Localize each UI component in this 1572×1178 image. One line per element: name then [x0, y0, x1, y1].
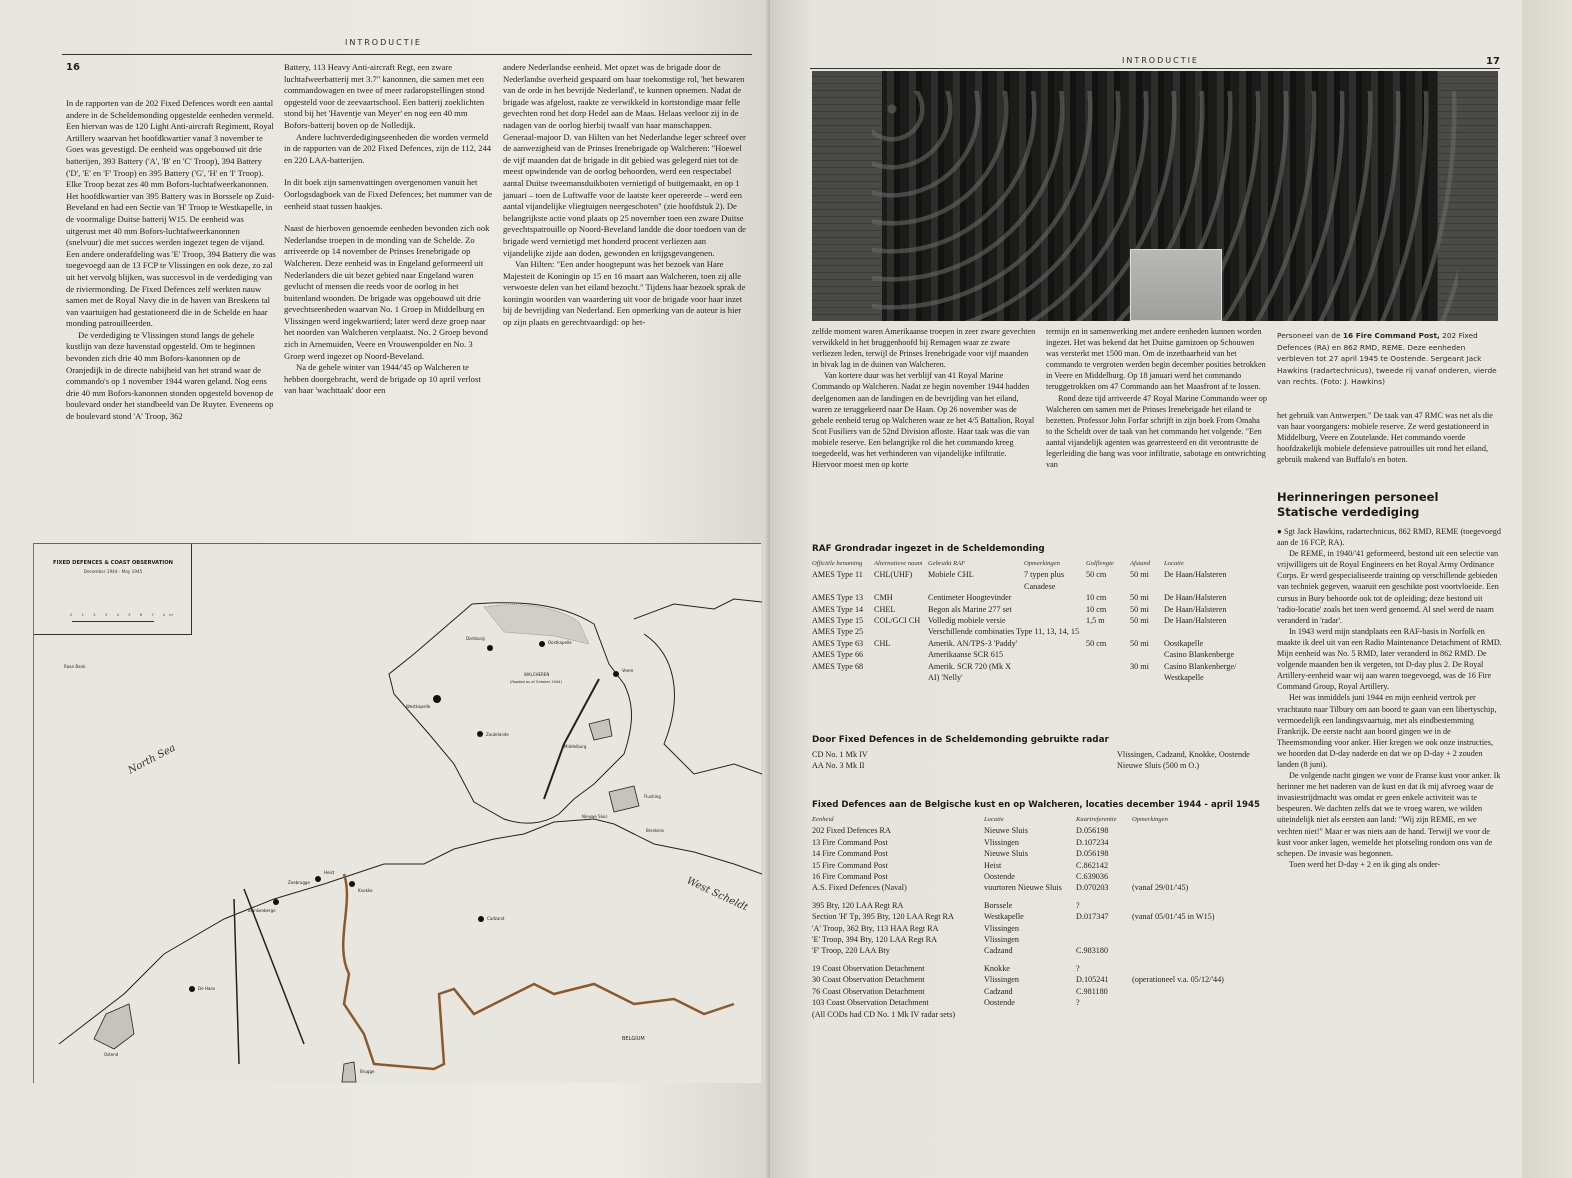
- town-marker-blankenberge: [273, 899, 279, 905]
- table-cell: [1024, 661, 1082, 684]
- table-cell: C.981180: [1076, 986, 1108, 996]
- map-label-walcheren-note: (flooded as of October 1944): [510, 680, 562, 684]
- table-cell: Mobiele CHL: [928, 570, 974, 580]
- table-cell: Nieuwe Sluis: [984, 849, 1028, 859]
- map-label-cadzand: Cadzand: [487, 916, 505, 921]
- table-cell: 16 Fire Command Post: [812, 872, 888, 882]
- map-label-zeebrugge: Zeebrugge: [288, 880, 310, 885]
- memoir-paragraph: In 1943 werd mijn standplaats een RAF-basis in Norfolk en maakte ik deel uit van een Radio Maintenance Detachment of RMD. Mijn eenheid was No. 5 RMD, later veranderd in 862 RMD. De volgende maanden ben ik vergeten, tot D-day plus 2. De Royal Artillery-eenheid waar wij aan waren toegevoegd, was de 16 Fire Command Group, Royal Artillery.: [1277, 626, 1502, 692]
- table-cell: D.107234: [1076, 837, 1109, 847]
- map-label-raan-bank: Raan Bank: [64, 664, 86, 669]
- location-row: [812, 923, 1267, 934]
- table-cell: [1024, 615, 1082, 626]
- table-cell: Casino Blankenberge: [1164, 650, 1235, 660]
- table-cell: [874, 661, 924, 684]
- town-marker-de-haan: [189, 986, 195, 992]
- town-marker-domburg: [487, 645, 493, 651]
- table-cell: [1024, 638, 1082, 649]
- table-cell: Borssele: [984, 900, 1013, 910]
- map-label-blankenberge: Blankenberge: [248, 908, 276, 913]
- table-cell: CHL: [874, 638, 891, 648]
- table-cell: [1132, 934, 1267, 945]
- table-cell: [1076, 934, 1128, 945]
- table-cell: AMES Type 66: [812, 650, 864, 660]
- table-cell: 7 typen plus Canadese: [1024, 570, 1065, 591]
- location-row: [812, 945, 1267, 956]
- table-cell: AMES Type 25: [812, 627, 864, 637]
- table-cell: Heist: [984, 860, 1002, 870]
- table-cell: AMES Type 63: [812, 638, 864, 648]
- photo-plaque: [1130, 249, 1222, 321]
- belgian-dutch-border: [343, 874, 734, 1069]
- table-cell: Cadzand: [984, 986, 1013, 996]
- table-cell: 30 Coast Observation Detachment: [812, 975, 925, 985]
- right-column-3-intro: [1277, 410, 1502, 465]
- beveland-coast: [634, 599, 762, 619]
- table-cell: Oostende: [984, 872, 1015, 882]
- page-edge: [1522, 0, 1572, 1178]
- fd-radar-title: Door Fixed Defences in de Scheldemonding gebruikte radar: [812, 735, 1109, 745]
- table-cell: Vlissingen: [984, 923, 1020, 933]
- town-marker-heist: [315, 876, 321, 882]
- radar-table: [812, 558, 1267, 683]
- map-label-north-sea: North Sea: [126, 742, 178, 777]
- table-cell: Eenheid: [812, 816, 834, 823]
- locations-table: [812, 814, 1267, 1020]
- location-row: [812, 848, 1267, 859]
- table-cell: C.639036: [1076, 872, 1109, 882]
- bullet-icon: ●: [1277, 527, 1284, 536]
- table-cell: [1076, 923, 1128, 934]
- table-cell: D.017347: [1076, 912, 1109, 922]
- table-cell: [1024, 649, 1082, 660]
- table-cell: Vlissingen, Cadzand, Knokke, Oostende: [1117, 750, 1250, 759]
- table-cell: [1132, 923, 1267, 934]
- map-label-oostkapelle: Oostkapelle: [548, 640, 572, 645]
- table-cell: 10 cm: [1086, 604, 1107, 614]
- table-cell: C.862142: [1076, 860, 1109, 870]
- caption-text-bold: 16 Fire Command Post,: [1342, 331, 1440, 340]
- table-cell: [1132, 848, 1267, 859]
- table-header-row: [812, 558, 1267, 569]
- bruges-canal: [234, 899, 239, 1064]
- table-cell: [1086, 649, 1126, 660]
- table-cell: Officiële benaming: [812, 560, 863, 567]
- table-cell: 50 mi: [1130, 638, 1149, 648]
- table-cell: Kaartreferentie: [1076, 816, 1117, 823]
- table-cell: AA No. 3 Mk II: [812, 761, 865, 771]
- table-cell: Begon als Marine 277 set: [928, 604, 1012, 614]
- table-cell: [1132, 986, 1267, 997]
- map-label-breskens: Breskens: [646, 828, 665, 833]
- table-cell: 50 mi: [1130, 570, 1149, 580]
- table-cell: 50 cm: [1086, 638, 1107, 648]
- table-cell: Amerikaanse SCR 615: [928, 650, 1004, 660]
- map-label-middelburg: Middelburg: [564, 744, 587, 749]
- map-subtitle: December 1944 - May 1945: [83, 569, 143, 574]
- paragraph: Naast de hierboven genoemde eenheden bevonden zich ook Nederlandse troepen in de monding van de Schelde. Zo arriveerde op 14 november de Prinses Irenebrigade op Walcheren. Deze eenheid was in Engeland geformeerd uit Nederlanders die uit bezet gebied naar Engeland waren gevlucht of mensen die reeds voor de oorlog in het buitenland woonden. De brigade was opgebouwd uit drie gevechtseenheden waarvan No. 1 Groep in Middelburg en Vlissingen werd ingekwartierd; later werd deze groep naar het noorden van Walcheren verplaatst. No. 2 Groep bevond zich in Arnemuiden, Veere en Vrouwenpolder en No. 3 Groep werd ingezet op Noord-Beveland.: [284, 223, 490, 361]
- table-cell: De Haan/Halsteren: [1164, 593, 1227, 603]
- table-cell: 19 Coast Observation Detachment: [812, 963, 925, 973]
- table-cell: De Haan/Halsteren: [1164, 570, 1227, 580]
- map-legend-box: [34, 544, 192, 635]
- memoir-heading: [1277, 490, 1438, 520]
- memoir-text: [1277, 526, 1502, 870]
- location-row: [812, 825, 1267, 836]
- flanders-coastline: [59, 819, 762, 1044]
- table-cell: vuurtoren Nieuwe Sluis: [984, 883, 1062, 893]
- table-cell: 395 Bty, 120 LAA Regt RA: [812, 900, 904, 910]
- table-cell: Volledig mobiele versie: [928, 616, 1006, 626]
- walcheren-canal: [544, 679, 599, 799]
- locations-footnote: (All CODs had CD No. 1 Mk IV radar sets): [812, 1009, 956, 1019]
- locations-table-title: Fixed Defences aan de Belgische kust en op Walcheren, locaties december 1944 - april 1945: [812, 800, 1260, 810]
- table-cell: [1024, 592, 1082, 603]
- table-cell: [1086, 661, 1126, 684]
- map-label-de-haan: De Haan: [198, 986, 216, 991]
- town-marker-westkapelle: [433, 695, 441, 703]
- dunes-hatch: [484, 605, 589, 644]
- map-label-zoutelande: Zoutelande: [486, 732, 509, 737]
- table-cell: A.S. Fixed Defences (Naval): [812, 883, 907, 893]
- table-cell: Casino Blankenberge/ Westkapelle: [1164, 661, 1237, 683]
- town-marker-veere: [613, 671, 619, 677]
- fd-radar-table: [812, 749, 1267, 772]
- table-cell: 50 cm: [1086, 570, 1107, 580]
- paragraph: Andere luchtverdedigingseenheden die worden vermeld in de rapporten van de 202 Fixed Defences, zijn de 112, 244 en 220 LAA-batterijen.: [284, 131, 492, 165]
- right-column-1: [812, 326, 1036, 470]
- map-label-veere: Veere: [622, 668, 634, 673]
- table-cell: Centimeter Hoogtevinder: [928, 593, 1012, 603]
- paragraph: Battery, 113 Heavy Anti-aircraft Regt, een zware luchtafweerbatterij met 3.7" kanonnen, die samen met een commandowagen en twee of meer radaropstellingen stond opgesteld voor de zeevaartschool. Een batterij zoeklichten stond bij het 'Haventje van Meyer' en nog een 40 mm Bofors-batterij boven op de Nolledijk.: [284, 62, 485, 130]
- page-number-left: 16: [66, 62, 80, 73]
- town-marker-oostkapelle: [539, 641, 545, 647]
- map-label-walcheren: WALCHEREN: [524, 672, 550, 677]
- photo-caption: [1277, 330, 1502, 388]
- table-cell: ?: [1076, 900, 1080, 910]
- table-cell: (operationeel v.a. 05/12/'44): [1132, 975, 1224, 985]
- table-cell: ?: [1076, 998, 1080, 1008]
- table-cell: Afstand: [1130, 560, 1151, 567]
- table-cell: AMES Type 11: [812, 570, 863, 580]
- memoir-paragraph: Het was inmiddels juni 1944 en mijn eenheid vertrok per vrachtauto naar Tilbury om aan boord te gaan van een libertyschip, vermoedelijk een landingsvaartuig, met als eindbestemming Frankrijk. De eerste nacht aan boord gingen we in de Theemsmonding voor anker. Hier kregen we ook onze instructies, we hoorden dat D-day naderde en dat we op D-day + 2 zouden landen (8 juni).: [1277, 693, 1497, 769]
- table-cell: Locatie: [984, 816, 1004, 823]
- caption-text-pre: Personeel van de: [1277, 331, 1343, 340]
- table-cell: Amerik. AN/TPS-3 'Paddy': [928, 638, 1018, 648]
- paragraph: In de rapporten van de 202 Fixed Defences wordt een aantal andere in de Scheldemonding opgestelde eenheden vermeld. Een hiervan was de 120 Light Anti-aircraft Regiment, Royal Artillery waarvan het hoofdkwartier vanaf 3 november te Goes was gevestigd. De eenheid was opgebouwd uit drie batterijen, 393 Battery ('A', 'B' en 'C' Troop), 394 Battery ('D', 'E' en 'F' Troop) en 395 Battery ('G', 'H' en 'I' Troop). Elke Troop bezat zes 40 mm Bofors-luchtafweerkanonnen. Het hoofdkwartier van 395 Battery was in Borssele op Zuid-Beveland en had een Sectie van 'H' Troop te Westkapelle, in de voormalige Duitse batterij W15. De eenheid was uitgerust met 40 mm Bofors-luchtafweerkanonnen (snelvuur) die met succes werden ingezet tegen de vijand. Een andere onderafdeling was 'E' Troop, 394 Battery die was toegevoegd aan de 13 FCP te Vlissingen en ook deze, zo zal uit het vervolg blijken, was succesvol in de verdediging van de riviermonding. De Fixed Defences zelf werkten nauw samen met de Royal Navy die in de haven van Breskens tal van vaartuigen had gestationeerd die in de Schelde en haar monding patrouilleerden.: [66, 98, 276, 329]
- map-label-flushing: Flushing: [644, 794, 661, 799]
- walcheren-coastline: [389, 603, 632, 823]
- header-rule: [62, 54, 752, 55]
- table-cell: 50 mi: [1130, 616, 1149, 626]
- memoir-byline: [1277, 526, 1502, 548]
- caption-text-post: 202 Fixed Defences (RA) en 862 RMD, REME. Deze eenheden verbleven tot 27 april 1945 te Oostende. Sergeant Jack Hawkins (radartechnicus), tweede rij vanaf onderen, vierde van rechts. (Foto: J. Hawkins): [1277, 331, 1497, 387]
- table-cell: [1132, 837, 1267, 848]
- table-cell: De Haan/Halsteren: [1164, 616, 1227, 626]
- map-label-nieuwe-sluis: Nieuwe Sluis: [582, 814, 608, 819]
- table-cell: Oostkapelle: [1164, 638, 1204, 648]
- table-cell: 10 cm: [1086, 593, 1107, 603]
- table-cell: De Haan/Halsteren: [1164, 604, 1227, 614]
- table-cell: CHL(UHF): [874, 570, 913, 580]
- table-cell: CHEL: [874, 604, 896, 614]
- location-row: [812, 860, 1267, 871]
- table-cell: 'A' Troop, 362 Bty, 113 HAA Regt RA: [812, 923, 939, 933]
- table-cell: Section 'H' Tp, 395 Bty, 120 LAA Regt RA: [812, 912, 954, 922]
- paragraph: In dit boek zijn samenvattingen overgenomen vanuit het Oorlogsdagboek van de Fixed Defences; het nummer van de eenheid staat tussen haakjes.: [284, 177, 493, 211]
- location-row: [812, 934, 1267, 945]
- running-head-left: INTRODUCTIE: [345, 38, 422, 47]
- table-cell: CMH: [874, 593, 893, 603]
- header-rule-right: [810, 68, 1500, 69]
- memoir-paragraph: Toen werd het D-day + 2 en ik ging als onder-: [1289, 859, 1441, 869]
- location-row: [812, 986, 1267, 997]
- table-cell: Vlissingen: [984, 837, 1020, 847]
- table-cell: CD No. 1 Mk IV: [812, 750, 868, 759]
- ostend-area: [94, 1004, 134, 1049]
- bruges-area: [342, 1062, 356, 1082]
- radar-row: [812, 615, 1267, 626]
- table-cell: 15 Fire Command Post: [812, 860, 888, 870]
- town-marker-zoutelande: [477, 731, 483, 737]
- page-number-right: 17: [1486, 56, 1500, 67]
- map-label-belgium: BELGIUM: [622, 1036, 645, 1042]
- running-head-right: INTRODUCTIE: [1122, 56, 1199, 65]
- table-cell: C.983180: [1076, 946, 1109, 956]
- table-cell: Cadzand: [984, 946, 1013, 956]
- table-cell: 103 Coast Observation Detachment: [812, 998, 929, 1008]
- memoir-paragraph: De REME, in 1940/'41 geformeerd, bestond uit een selectie van vrijwilligers uit de Royal Engineers en het Royal Army Ordinance Corps. Er werd gespecialiseerde training op verschillende gebieden van techniek gegeven, waaruit een geschikte post voortvloeide. Een cursus in Bury behoorde ook tot de opleiding; deze bestond uit 'radio-locatie' zoals het toen werd genoemd. Al snel werd de naam veranderd in 'radar'.: [1277, 549, 1499, 625]
- table-cell: 'E' Troop, 394 Bty, 120 LAA Regt RA: [812, 935, 938, 945]
- table-cell: [1132, 945, 1267, 956]
- paragraph: Na de gehele winter van 1944/'45 op Walcheren te hebben doorgebracht, werd de brigade op 10 april verlost van haar 'wachttaak' door een: [284, 362, 481, 396]
- map-label-heist: Heist: [324, 870, 335, 875]
- table-cell: 'F' Troop, 220 LAA Bty: [812, 946, 890, 956]
- map-scale-bar: [72, 621, 154, 622]
- location-row: [812, 911, 1267, 922]
- town-marker-knokke: [349, 881, 355, 887]
- table-cell: Gebruikt RAF: [928, 560, 966, 567]
- table-cell: [874, 626, 924, 637]
- table-cell: (vanaf 05/01/'45 in W15): [1132, 912, 1215, 922]
- paragraph: zelfde moment waren Amerikaanse troepen in zeer zware gevechten verwikkeld in het bruggenhoofd bij Remagen waar ze zware verliezen leden, terwijl de Prinses Irenebrigade voor vijf maanden in bivak lag in de duinen van Walcheren.: [812, 327, 1036, 370]
- table-cell: Opmerkingen: [1132, 816, 1168, 823]
- table-cell: Nieuwe Sluis: [984, 826, 1028, 836]
- table-cell: D.056198: [1076, 849, 1109, 859]
- table-cell: [874, 649, 924, 660]
- left-column-3: [503, 62, 747, 329]
- table-cell: [1132, 860, 1267, 871]
- table-header-row: [812, 814, 1267, 825]
- table-cell: 1,5 m: [1086, 616, 1105, 626]
- town-marker-cadzand: [478, 916, 484, 922]
- table-cell: Alternatieve naam: [874, 560, 923, 567]
- table-cell: [1132, 900, 1267, 911]
- paragraph: Van Hilten: "Een ander hoogtepunt was het bezoek van Hare Majesteit de Koningin op 15 en 16 maart aan Walcheren, toen zij alle verwoeste delen van het eiland bezocht." Tijdens haar bezoek sprak de koningin woorden van waardering uit voor de brigade voor haar inzet bij de bevrijding van Nederland. Een opmerking van de auteur is hier op zijn plaats en gerechtvaardigd: op het-: [503, 259, 746, 328]
- table-cell: 50 mi: [1130, 593, 1149, 603]
- table-cell: 50 mi: [1130, 604, 1149, 614]
- radar-row: [812, 649, 1267, 660]
- table-cell: AMES Type 14: [812, 604, 864, 614]
- table-cell: Nieuwe Sluis (500 m O.): [1117, 761, 1200, 771]
- table-cell: Opmerkingen: [1024, 560, 1060, 567]
- location-row: [812, 882, 1267, 893]
- left-column-2: [284, 62, 494, 397]
- table-cell: Amerik. SCR 720 (Mk X AI) 'Nelly': [928, 661, 1012, 683]
- location-row: [812, 900, 1267, 911]
- table-cell: AMES Type 68: [812, 661, 864, 671]
- radar-row: [812, 604, 1267, 615]
- right-column-2: [1046, 326, 1268, 470]
- memoir-heading-line-2: Statische verdediging: [1277, 505, 1420, 519]
- table-cell: D.056198: [1076, 826, 1109, 836]
- table-cell: 30 mi: [1130, 661, 1149, 671]
- left-page: [0, 0, 770, 1178]
- location-row: [812, 837, 1267, 848]
- map-label-domburg: Domburg: [466, 636, 485, 641]
- table-cell: AMES Type 15: [812, 616, 864, 626]
- memoir-paragraph: De volgende nacht gingen we voor de Franse kust voor anker. Ik herinner me het naderen van de kust en dat ik mij afvroeg waar de invasiestrijdmacht was omdat er geen enkele activiteit was te bespeuren. We dachten zelfs dat we te vroeg waren, we wilden uiteindelijk niet als eersten aan land: "Wij zijn REME, en we vechten niet!" Maar er was niets aan de hand. Terwijl we voor de kust voor anker lagen, wemelde het plotseling rondom ons van de schepen. De invasie was begonnen.: [1277, 771, 1501, 858]
- table-cell: ?: [1076, 963, 1080, 973]
- map-label-knokke: Knokke: [358, 888, 373, 893]
- location-row: [812, 974, 1267, 985]
- radar-table-title: RAF Grondradar ingezet in de Scheldemonding: [812, 544, 1045, 554]
- radar-row: [812, 661, 1267, 684]
- table-cell: [1132, 963, 1267, 974]
- table-cell: [1130, 649, 1160, 660]
- table-cell: Oostende: [984, 998, 1015, 1008]
- scheldt-east-coast: [644, 634, 762, 774]
- group-photo: [812, 71, 1498, 321]
- flushing-area: [609, 786, 639, 812]
- table-cell: Knokke: [984, 963, 1010, 973]
- middelburg-area: [589, 719, 612, 740]
- table-cell: (vanaf 29/01/'45): [1132, 883, 1189, 893]
- table-cell: [1132, 997, 1267, 1008]
- radar-row: [812, 626, 1267, 637]
- table-cell: Golflengte: [1086, 560, 1114, 567]
- paragraph: Van kortere duur was het verblijf van 41 Royal Marine Commando op Walcheren. Nadat ze begin november 1944 hadden deelgenomen aan de landingen en de bevrijding van het eiland, waren ze teruggekeerd naar De Haan. Op 26 november was de gehele eenheid terug op Walcheren waar ze het 4/5 Battalion, Royal Scot Fusiliers van de 52nd Division afloste. Haar taak was die van mobiele reserve. Een belangrijke rol die het commando kreeg toegedeeld, was het verhinderen van vijandelijke infiltratie. Hiervoor moest men op korte: [812, 371, 1035, 470]
- memoir-byline-text: Sgt Jack Hawkins, radartechnicus, 862 RMD, REME (toegevoegd aan de 16 FCP, RA).: [1277, 527, 1501, 548]
- paragraph: Rond deze tijd arriveerde 47 Royal Marine Commando weer op Walcheren om samen met de Prinses Irenebrigade het eiland te bezetten. Professor John Forfar schrijft in zijn boek From Omaha to the Scheldt over de taak van het commando het volgende. "Een aantal vijandelijk agenten was gearresteerd en dit verontrustte de legerleiding die bang was voor infiltratie, sabotage en ontwrichting van: [1046, 393, 1267, 470]
- location-row: [812, 997, 1267, 1008]
- fd-radar-row: [812, 749, 1267, 760]
- table-cell: Westkapelle: [984, 912, 1024, 922]
- radar-row: [812, 638, 1267, 649]
- table-cell: AMES Type 13: [812, 593, 864, 603]
- right-column-3-intro-text: het gebruik van Antwerpen." De taak van 47 RMC was net als die van haar voorgangers: mobiele reserve. Ze werd gestationeerd in Middelburg, Veere en Zoutelande. Het commando voerde hoofdzakelijk mobiele defensieve patrouilles uit rond het eiland, gebruik makend van Buffalo's en boten.: [1277, 411, 1493, 465]
- left-column-1: [66, 98, 276, 423]
- table-cell: [1024, 604, 1082, 615]
- paragraph: andere Nederlandse eenheid. Met opzet was de brigade door de Nederlandse overheid gespaard om haar toekomstige rol, 'het bewaren van de orde in het bevrijde Nederland', te kunnen opnemen. Nadat de brigade was afgelost, raakte ze verwikkeld in kortstondige maar felle gevechten rond het dorp Hedel aan de Maas. Helaas verloor zij in de nadagen van de oorlog hierbij twaalf van haar manschappen. Generaal-majoor D. van Hilten van het Nederlandse leger schreef over de aanwezigheid van de Prinses Irenebrigade op Walcheren: "Hoewel de vijf maanden dat de brigade in dit gebied was gelegerd niet tot de meest opwindende van de oorlog behoorden, werd een respectabel aantal Duitse tweemansduikboten vernietigd of buitgemaakt, en op 1 januari – toen de Luftwaffe voor de laatste keer opereerde – werd een aantal vijandelijke vliegtuigen neergeschoten" (zie hoofdstuk 2). De belangrijkste actie vond plaats op 25 november toen een zware Duitse gevechtspatrouille op Noord-Beveland landde die door toedoen van de brigade werd vernietigd met honderd procent verliezen aan vijandelijke zijde aan doden, gewonden en krijgsgevangenen.: [503, 62, 746, 258]
- paragraph: termijn en in samenwerking met andere eenheden kunnen worden ingezet. Het was bekend dat het Duitse garnizoen op Schouwen was versterkt met 1500 man. Om de inzetbaarheid van het commando te vergroten werden begin december posities betrokken in Veere en Middelburg. Op 18 januari werd het commando teruggetrokken om 47 Commando aan het Maasfront af te lossen.: [1046, 327, 1266, 392]
- fd-radar-row: [812, 760, 1267, 771]
- map-label-west-scheldt: West Scheldt: [684, 875, 750, 914]
- memoir-heading-line-1: Herinneringen personeel: [1277, 490, 1439, 504]
- table-cell: Vlissingen: [984, 975, 1020, 985]
- table-cell: 76 Coast Observation Detachment: [812, 986, 925, 996]
- table-cell: D.070203: [1076, 883, 1109, 893]
- table-cell: 14 Fire Command Post: [812, 849, 888, 859]
- location-row: [812, 963, 1267, 974]
- paragraph: De verdediging te Vlissingen stond langs de gehele kustlijn van deze havenstad opgesteld. Om te beginnen bevonden zich drie 40 mm Bofors-kanonnen op de Oranjedijk in de directe nabijheid van het strand waar de commando's op 1 november 1944 waren geland. Nog eens drie 40 mm Bofors-kanonnen stonden opgesteld bovenop de boulevard onder het standbeeld van De Ruyter. Eveneens op de boulevard stond 'A' Troop, 362: [66, 329, 274, 422]
- coastal-defence-map: [33, 543, 761, 1083]
- table-cell: Verschillende combinaties Type 11, 13, 14, 15: [928, 627, 1080, 637]
- table-cell: [1132, 871, 1267, 882]
- table-cell: [1132, 825, 1267, 836]
- table-cell: D.105241: [1076, 975, 1109, 985]
- table-cell: 13 Fire Command Post: [812, 837, 888, 847]
- radar-row: [812, 592, 1267, 603]
- map-label-westkapelle: Westkapelle: [406, 704, 431, 709]
- map-label-ostend: Ostend: [104, 1052, 119, 1057]
- location-row: [812, 871, 1267, 882]
- table-cell: Vlissingen: [984, 935, 1020, 945]
- map-scale-label: 0 1 2 3 4 5 6 7 km: [70, 612, 177, 617]
- table-cell: COL/GCI CH: [874, 616, 921, 626]
- table-cell: Locatie: [1164, 560, 1184, 567]
- map-label-bruges: Brugge: [360, 1069, 375, 1074]
- radar-row: [812, 569, 1267, 592]
- table-cell: 202 Fixed Defences RA: [812, 826, 891, 836]
- map-title: FIXED DEFENCES & COAST OBSERVATION: [53, 560, 173, 566]
